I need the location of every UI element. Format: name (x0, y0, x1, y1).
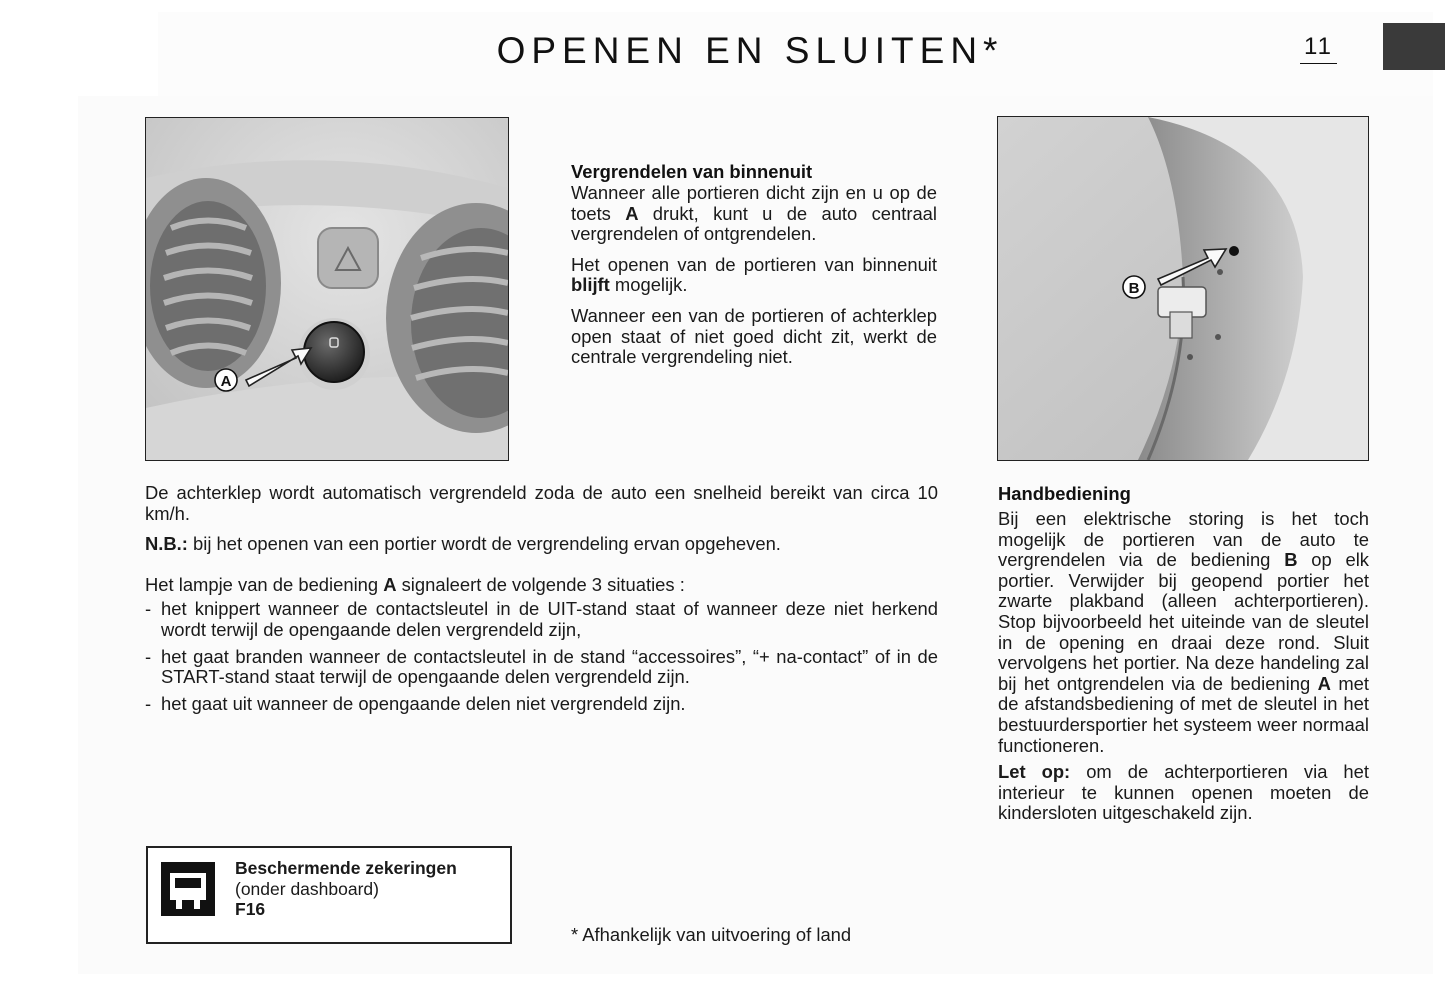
list-item-text: het gaat branden wanneer de contactsleutel in de stand “accessoires”, “+ na-contact” of in de START-stand staat terwijl de opengaande delen vergrendeld zijn. (161, 645, 938, 688)
list-item-text: het gaat uit wanneer de opengaande delen niet vergrendeld zijn. (161, 692, 686, 714)
text-run: Bij een elektrische storing is het toch mogelijk de portieren van de auto te vergrendelen via de bediening (998, 508, 1369, 571)
list-dash: - (145, 598, 152, 620)
handbediening-paragraph (998, 509, 1369, 756)
list-item-text: het knippert wanneer de contactsleutel in de UIT-stand staat of wanneer deze niet herkend wordt terwijl de opengaande delen vergrendeld zijn, (161, 598, 938, 640)
text-run: bij het openen van een portier wordt de vergrendeling ervan opgeheven. (187, 533, 781, 555)
fuse-icon (161, 862, 215, 916)
list-item (145, 694, 938, 715)
text-run: mogelijk. (609, 274, 688, 296)
list-dash: - (145, 645, 152, 667)
main-paragraph-1: De achterklep wordt automatisch vergrendeld zoda de auto een snelheid bereikt van circa 10 km/h. (145, 482, 938, 524)
text-run: signaleert de volgende 3 situaties : (396, 573, 685, 595)
figure-manual-door-lock (997, 116, 1369, 461)
main-nb-paragraph (145, 534, 938, 555)
section-vergrendelen-heading: Vergrendelen van binnenuit (571, 161, 813, 182)
list-item (145, 599, 938, 640)
bold-key-b: B (1284, 549, 1298, 571)
note-label: Let op: (998, 761, 1071, 783)
fuse-info-box (146, 846, 512, 944)
situations-list (145, 599, 938, 714)
section-handbediening (998, 483, 1369, 830)
fuse-code: F16 (235, 899, 266, 919)
text-run: met de afstandsbediening of met de sleutel in het bestuurdersportier het systeem weer normaal functioneren. (998, 672, 1369, 756)
section-main (145, 483, 938, 720)
bold-key-a: A (1317, 672, 1331, 694)
text-run: op elk portier. Verwijder bij geopend portier het zwarte plakband (alleen achterportieren). Stop bijvoorbeeld het uiteinde van de sleutel in de opening en draai deze rond. Sluit vervolgens het portier. Na deze handeling zal bij het ontgrendelen via de bediening (998, 549, 1370, 694)
section-handbediening-heading: Handbediening (998, 483, 1131, 504)
text-run: Het openen van de portieren van binnenuit (571, 253, 937, 275)
text-run: om de achterportieren via het interieur te kunnen openen moeten de kindersloten uitgeschakeld zijn. (998, 761, 1369, 824)
bold-word: blijft (571, 274, 610, 296)
section-edge-tab (1383, 23, 1445, 70)
vergrendelen-paragraph-1 (571, 183, 937, 245)
vergrendelen-paragraph-3: Wanneer een van de portieren of achterklep open staat of niet goed dicht zit, werkt de centrale vergrendeling niet. (571, 304, 937, 368)
bold-key-a: A (383, 573, 397, 595)
callout-b-label: B (1128, 280, 1140, 297)
list-dash: - (145, 692, 152, 714)
page-number: 11 (1300, 33, 1337, 64)
text-run: Het lampje van de bediening (145, 573, 384, 595)
fuse-text (235, 858, 457, 920)
text-run: Wanneer alle portieren dicht zijn en u op de toets (571, 182, 937, 224)
list-item (145, 647, 938, 688)
text-run: drukt, kunt u de auto centraal vergrendelen of ontgrendelen. (571, 202, 937, 245)
nb-label: N.B.: (145, 533, 188, 555)
bold-key-a: A (625, 202, 639, 224)
main-paragraph-3 (145, 575, 938, 596)
fuse-title: Beschermende zekeringen (235, 858, 457, 878)
callout-a-label: A (220, 373, 232, 390)
section-vergrendelen (571, 161, 937, 378)
handbediening-note (998, 762, 1369, 824)
page-title: OPENEN EN SLUITEN* (496, 30, 1004, 71)
footnote: * Afhankelijk van uitvoering of land (571, 924, 852, 945)
fuse-location: (onder dashboard) (235, 878, 379, 899)
figure-central-lock-button (145, 117, 509, 461)
vergrendelen-paragraph-2 (571, 255, 937, 296)
